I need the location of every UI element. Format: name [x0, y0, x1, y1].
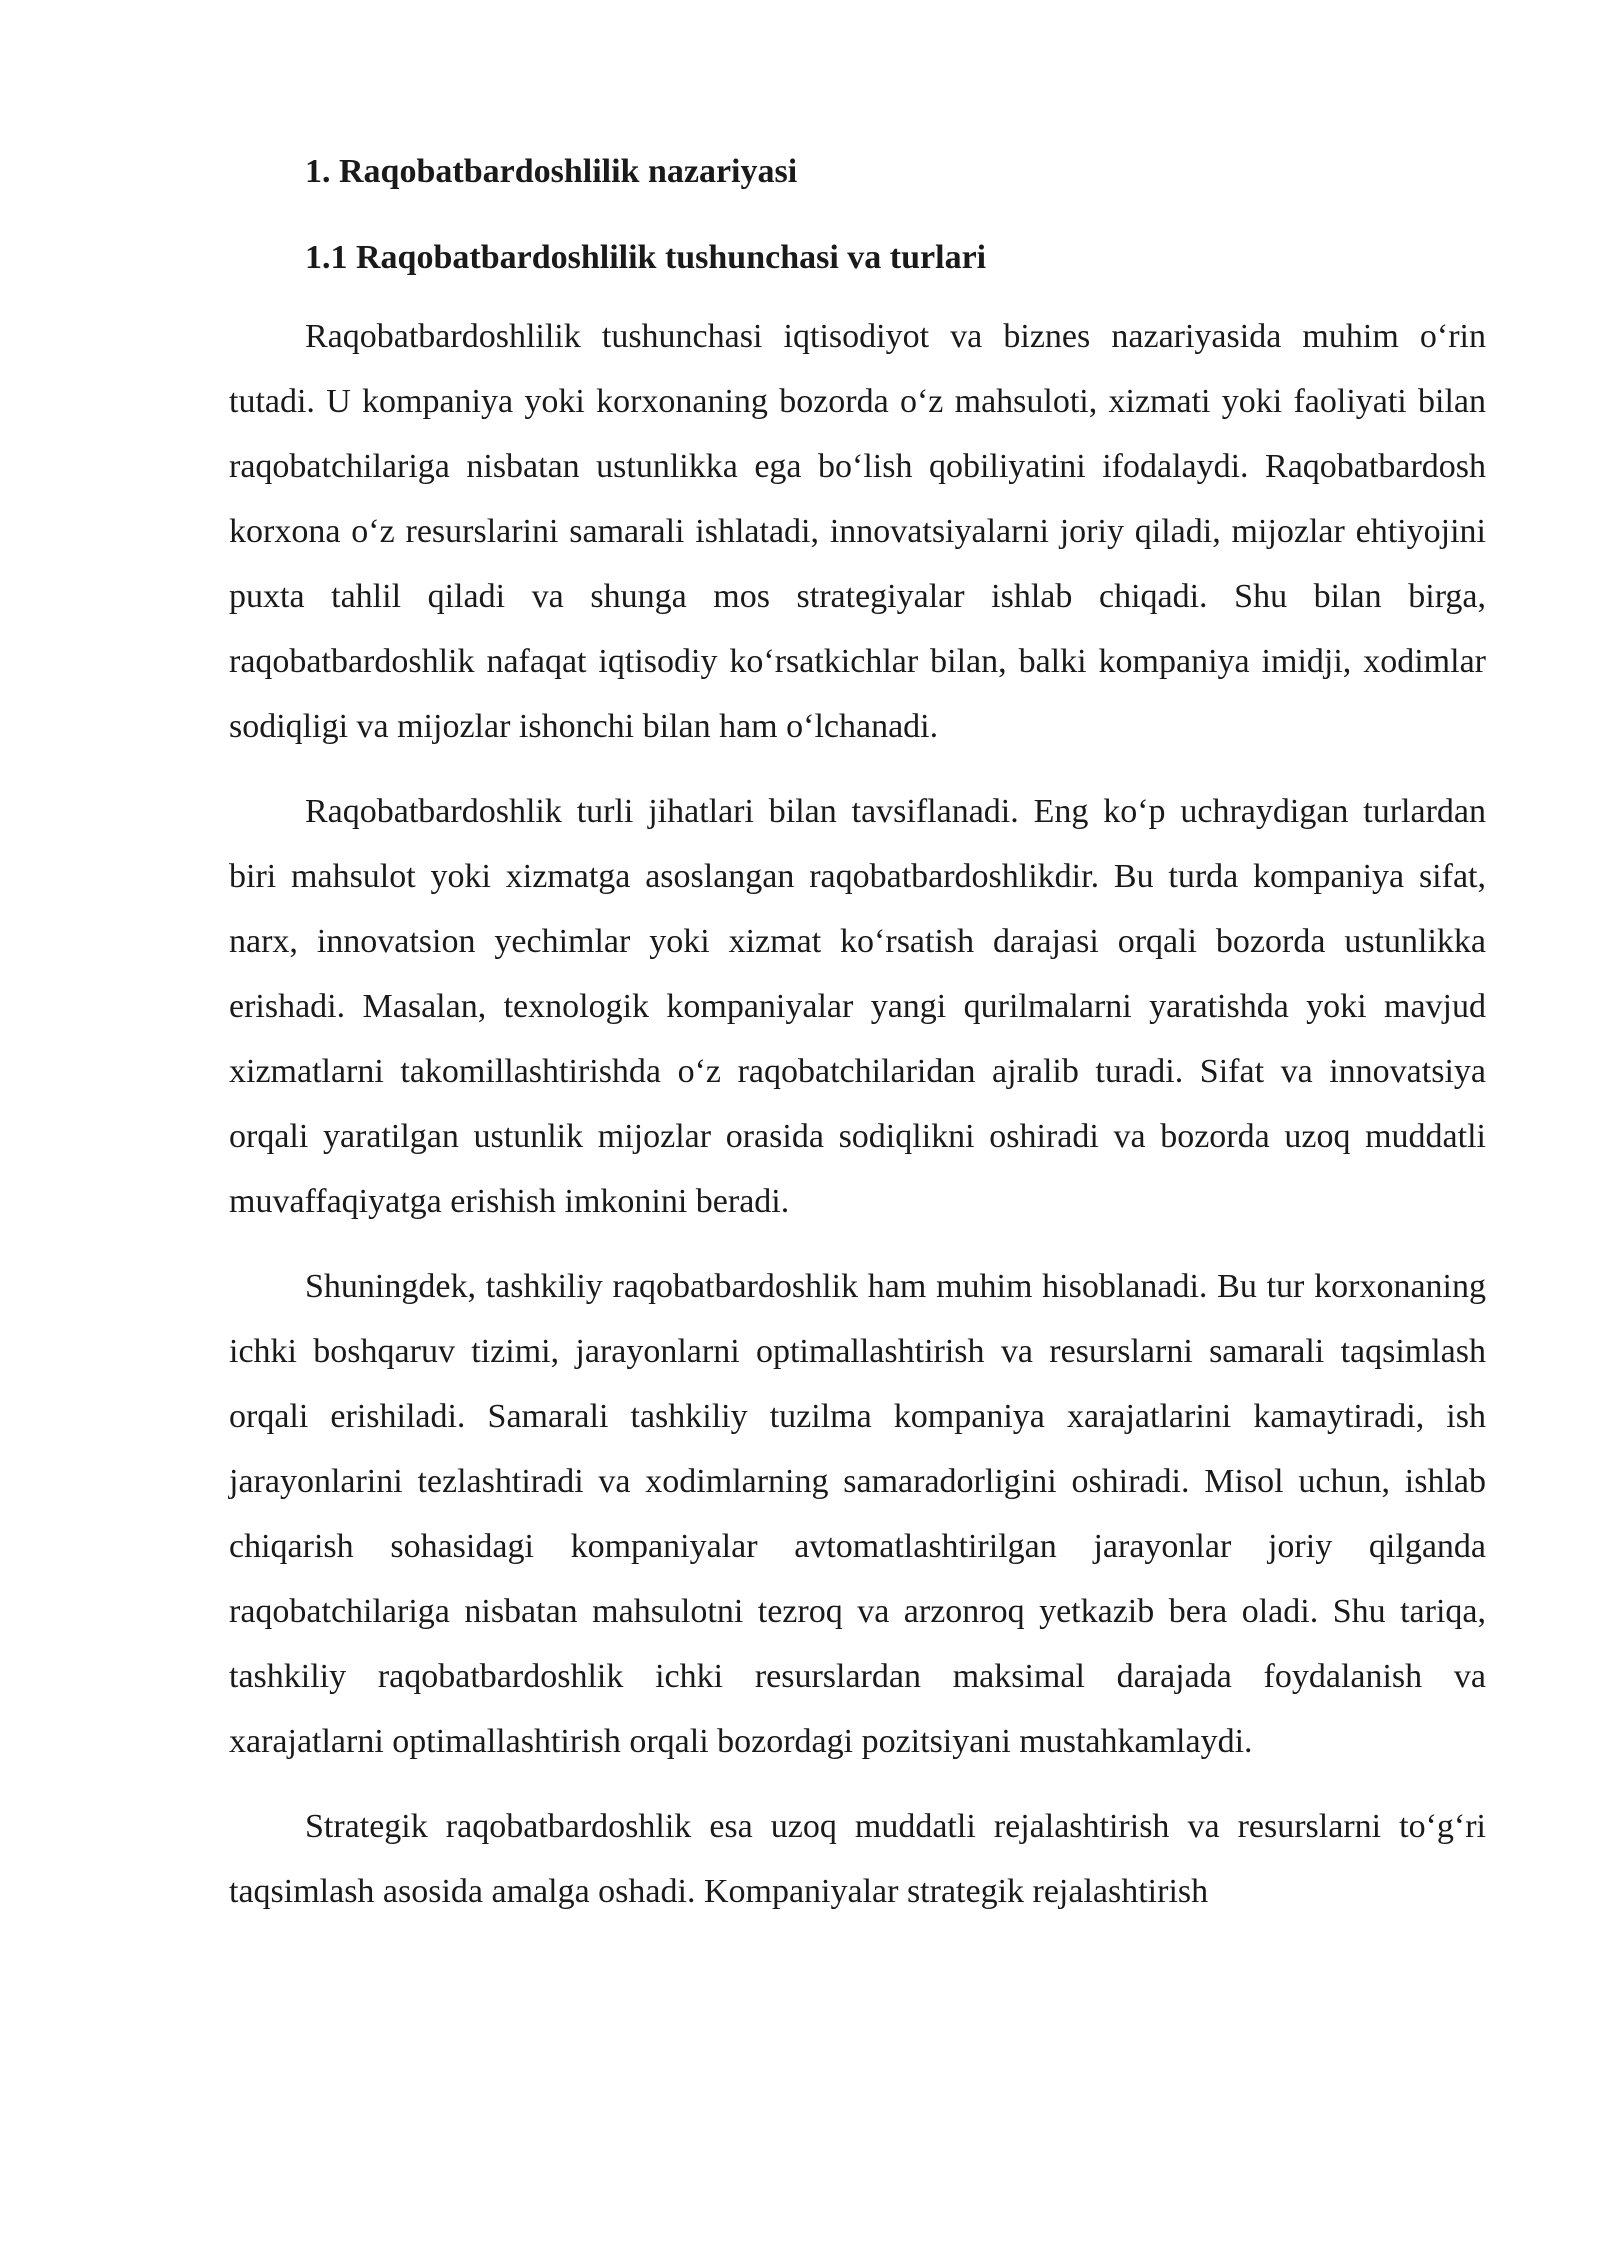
paragraph-organizational-competitiveness: Shuningdek, tashkiliy raqobatbardoshlik ham muhim hisoblanadi. Bu tur korxonaning ichki boshqaruv tizimi, jarayonlarni optimallashtirish va resurslarni samarali taqsimlash orqali erishiladi. Samarali tashkiliy tuzilma kompaniya xarajatlarini kamaytiradi, ish jarayonlarini tezlashtiradi va xodimlarning samaradorligini oshiradi. Misol uchun, ishlab chiqarish sohasidagi kompaniyalar avtomatlashtirilgan jarayonlar joriy qilganda raqobatchilariga nisbatan mahsulotni tezroq va arzonroq yetkazib bera oladi. Shu tariqa, tashkiliy raqobatbardoshlik ichki resurslardan maksimal darajada foydalanish va xarajatlarni optimallashtirish orqali bozordagi pozitsiyani mustahkamlaydi. — [229, 1268, 1486, 1760]
paragraph-strategic-competitiveness: Strategik raqobatbardoshlik esa uzoq muddatli rejalashtirish va resurslarni to‘g‘ri taqsimlash asosida amalga oshadi. Kompaniyalar strategik rejalashtirish — [229, 1808, 1486, 1910]
paragraph-product-competitiveness: Raqobatbardoshlik turli jihatlari bilan tavsiflanadi. Eng ko‘p uchraydigan turlardan biri mahsulot yoki xizmatga asoslangan raqobatbardoshlikdir. Bu turda kompaniya sifat, narx, innovatsion yechimlar yoki xizmat ko‘rsatish darajasi orqali bozorda ustunlikka erishadi. Masalan, texnologik kompaniyalar yangi qurilmalarni yaratishda yoki mavjud xizmatlarni takomillashtirishda o‘z raqobatchilaridan ajralib turadi. Sifat va innovatsiya orqali yaratilgan ustunlik mijozlar orasida sodiqlikni oshiradi va bozorda uzoq muddatli muvaffaqiyatga erishish imkonini beradi. — [229, 793, 1486, 1220]
section-heading: 1. Raqobatbardoshlilik nazariyasi — [305, 153, 798, 190]
subsection-heading: 1.1 Raqobatbardoshlilik tushunchasi va turlari — [305, 239, 987, 276]
document-page — [229, 150, 1486, 1944]
paragraph-definition: Raqobatbardoshlilik tushunchasi iqtisodiyot va biznes nazariyasida muhim o‘rin tutadi. U kompaniya yoki korxonaning bozorda o‘z mahsuloti, xizmati yoki faoliyati bilan raqobatchilariga nisbatan ustunlikka ega bo‘lish qobiliyatini ifodalaydi. Raqobatbardosh korxona o‘z resurslarini samarali ishlatadi, innovatsiyalarni joriy qiladi, mijozlar ehtiyojini puxta tahlil qiladi va shunga mos strategiyalar ishlab chiqadi. Shu bilan birga, raqobatbardoshlik nafaqat iqtisodiy ko‘rsatkichlar bilan, balki kompaniya imidji, xodimlar sodiqligi va mijozlar ishonchi bilan ham o‘lchanadi. — [229, 318, 1486, 745]
